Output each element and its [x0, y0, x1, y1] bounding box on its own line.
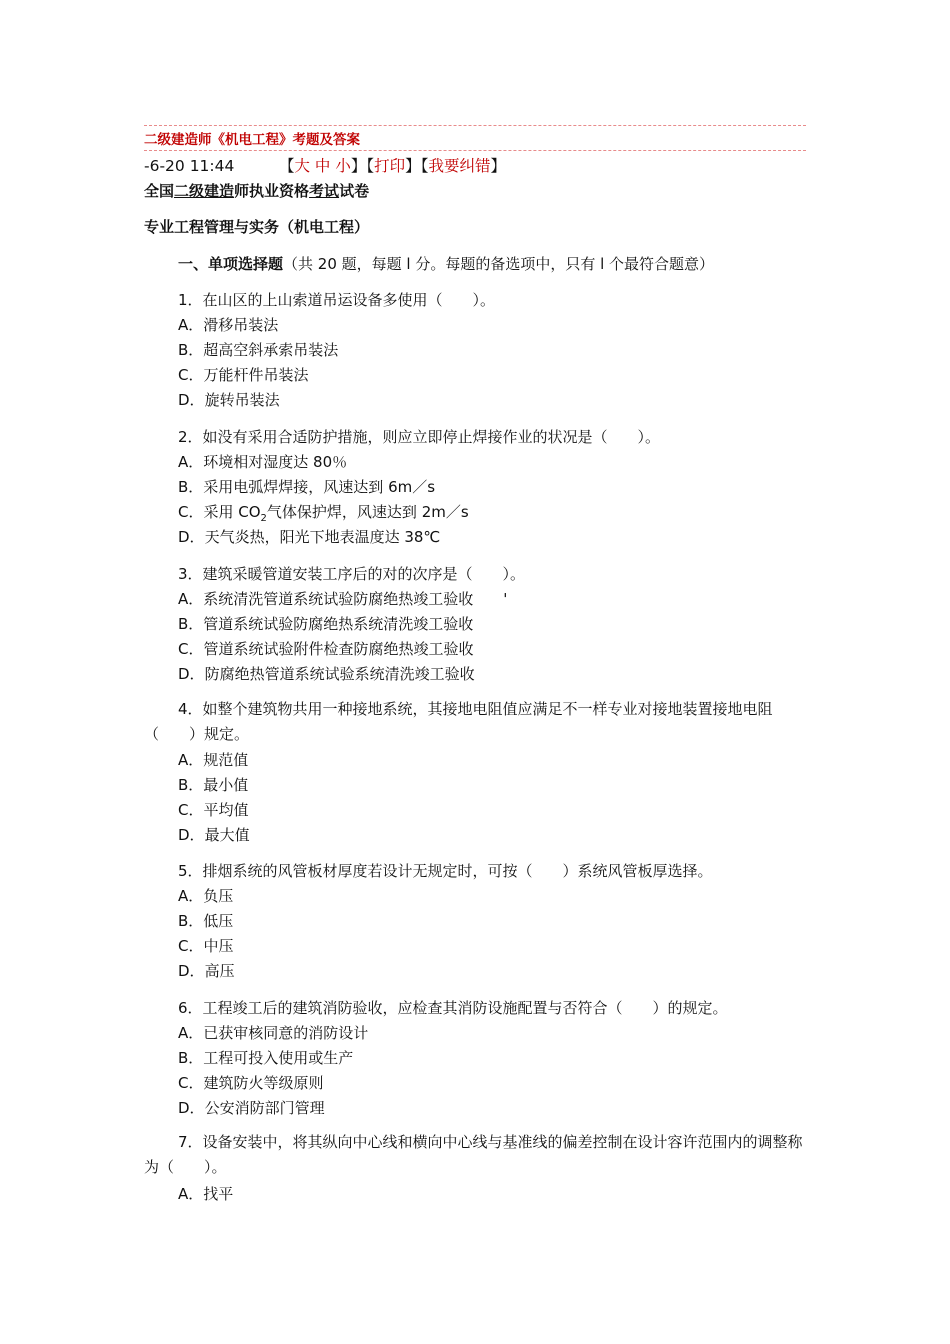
dashed-divider-bottom: [144, 150, 806, 151]
question-5: 5．排烟系统的风管板材厚度若设计无规定时，可按（ ）系统风管板厚选择。: [178, 862, 713, 880]
question-4: 4．如整个建筑物共用一种接地系统，其接地电阻值应满足不一样专业对接地装置接地电阻（ ）规定。: [144, 700, 773, 743]
section-heading: 一、单项选择题（共 20 题，每题 l 分。每题的备选项中，只有 l 个最符合题意）: [178, 255, 715, 273]
question-7: 7．设备安装中，将其纵向中心线和横向中心线与基准线的偏差控制在设计容许范围内的调整称为（ ）。: [144, 1133, 803, 1176]
exam-heading: 全国二级建造师执业资格考试试卷: [144, 182, 370, 200]
question-2: 2．如没有采用合适防护措施，则应立即停止焊接作业的状况是（ ）。: [178, 428, 661, 446]
option-a: A．负压: [178, 887, 234, 905]
option-d: D．高压: [178, 962, 235, 980]
font-size-big-link[interactable]: 大: [294, 157, 310, 175]
print-link[interactable]: 打印: [374, 157, 406, 175]
option-d: D．防腐绝热管道系统试验系统清洗竣工验收: [178, 665, 475, 683]
option-c: C．管道系统试验附件检查防腐绝热竣工验收: [178, 640, 474, 658]
option-b: B．最小值: [178, 776, 249, 794]
question-6: 6．工程竣工后的建筑消防验收，应检查其消防设施配置与否符合（ ）的规定。: [178, 999, 728, 1017]
article-meta: -6-20 11:44 【大 中 小】【打印】【我要纠错】: [144, 157, 506, 175]
option-d: D．天气炎热，阳光下地表温度达 38℃: [178, 528, 441, 546]
option-c: C．中压: [178, 937, 234, 955]
option-b: B．低压: [178, 912, 234, 930]
option-a: A．规范值: [178, 751, 249, 769]
option-a: A．找平: [178, 1185, 234, 1203]
option-d: D．旋转吊装法: [178, 391, 280, 409]
option-b: B．管道系统试验防腐绝热系统清洗竣工验收: [178, 615, 474, 633]
font-size-mid-link[interactable]: 中: [314, 157, 331, 175]
subject-title: 专业工程管理与实务（机电工程）: [144, 218, 370, 236]
option-c: C．建筑防火等级原则: [178, 1074, 324, 1092]
article-title: 二级建造师《机电工程》考题及答案: [144, 132, 360, 148]
option-a: A．环境相对湿度达 80％: [178, 453, 348, 471]
question-3: 3．建筑采暖管道安装工序后的对的次序是（ ）。: [178, 565, 526, 583]
option-d: D．最大值: [178, 826, 250, 844]
keyword-link[interactable]: 二级建造: [174, 182, 235, 200]
question-1: 1．在山区的上山索道吊运设备多使用（ ）。: [178, 291, 496, 309]
option-a: A．已获审核同意的消防设计: [178, 1024, 369, 1042]
option-a: A．滑移吊装法: [178, 316, 279, 334]
dashed-divider-top: [144, 125, 806, 126]
publish-date: -6-20 11:44: [144, 157, 235, 175]
keyword-link[interactable]: 考试: [309, 182, 340, 200]
option-b: B．工程可投入使用或生产: [178, 1049, 354, 1067]
report-error-link[interactable]: 我要纠错: [428, 157, 491, 175]
option-b: B．超高空斜承索吊装法: [178, 341, 339, 359]
option-d: D．公安消防部门管理: [178, 1099, 325, 1117]
font-size-small-link[interactable]: 小: [335, 157, 351, 175]
option-c: C．平均值: [178, 801, 249, 819]
option-a: A．系统清洗管道系统试验防腐绝热竣工验收 ': [178, 590, 508, 608]
option-b: B．采用电弧焊焊接，风速达到 6m／s: [178, 478, 436, 496]
option-c: C．采用 $CO_2$气体保护焊，风速达到 2m／s: [178, 503, 469, 524]
option-c: C．万能杆件吊装法: [178, 366, 309, 384]
